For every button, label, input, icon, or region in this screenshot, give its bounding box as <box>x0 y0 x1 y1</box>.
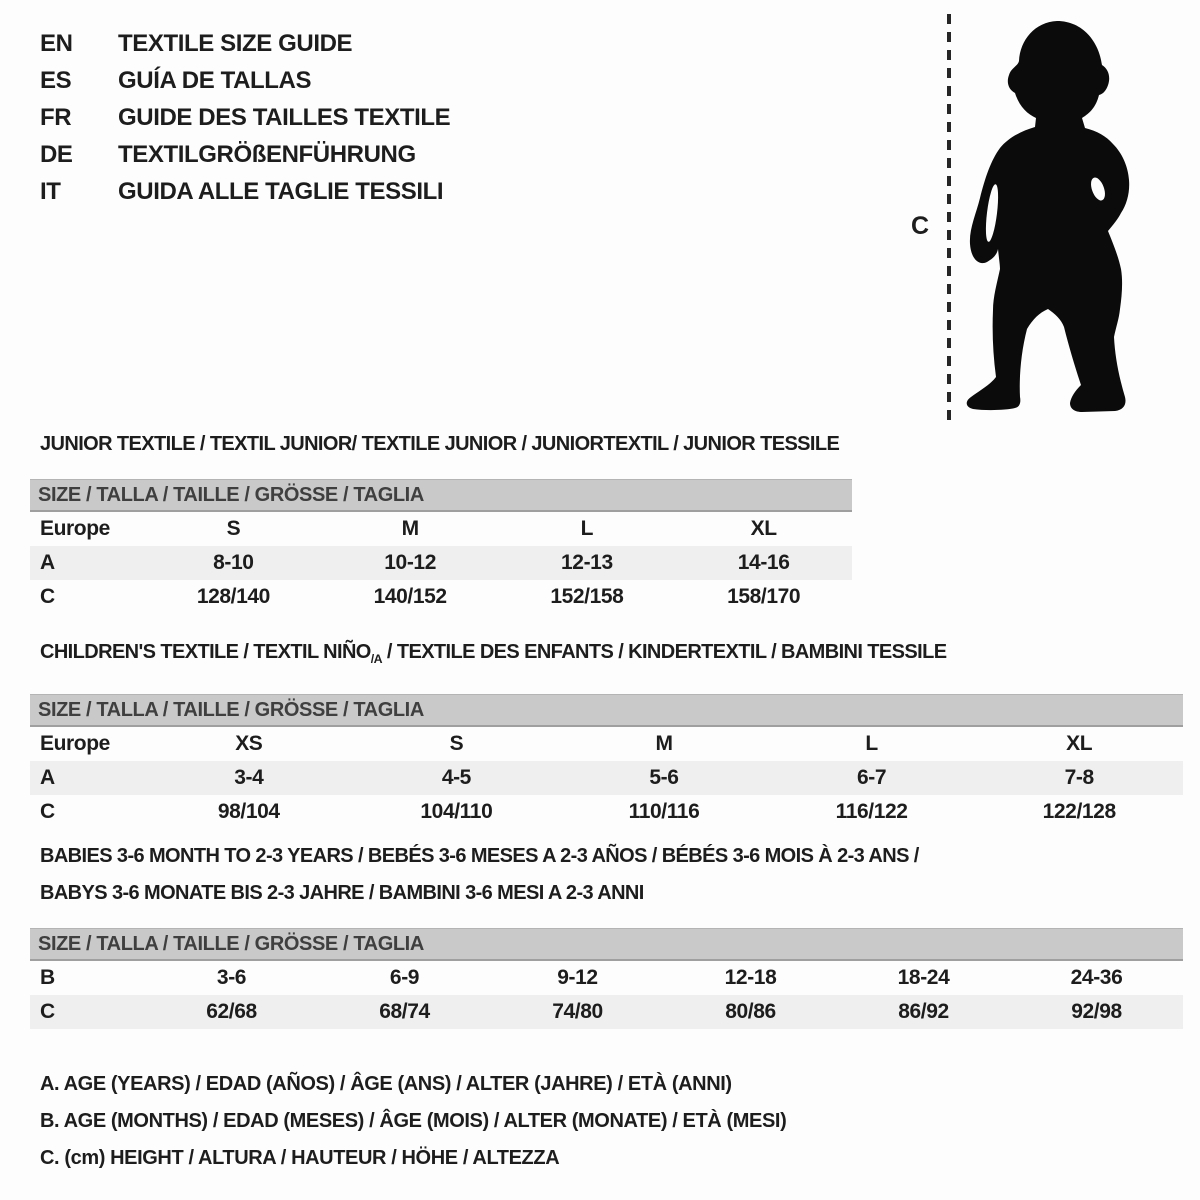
table-cell: 14-16 <box>737 551 790 574</box>
row-label: C <box>40 1000 55 1023</box>
section-heading-line <box>40 641 1183 670</box>
row-label: A <box>40 766 55 789</box>
section-heading <box>40 641 1183 670</box>
language-row <box>40 141 450 178</box>
table-cell: 104/110 <box>420 800 493 823</box>
table-cell: 92/98 <box>1071 1000 1122 1023</box>
table-row <box>30 512 852 546</box>
table-cell: 68/74 <box>379 1000 430 1023</box>
table-row <box>30 795 1183 829</box>
table-cell: 24-36 <box>1070 966 1123 989</box>
table-cell: 12-18 <box>724 966 777 989</box>
size-table <box>30 479 852 614</box>
row-label: Europe <box>40 732 110 755</box>
toddler-silhouette-icon <box>963 17 1139 417</box>
size-header-bar: SIZE / TALLA / TAILLE / GRÖSSE / TAGLIA <box>30 479 852 512</box>
table-row <box>30 546 852 580</box>
size-header-bar: SIZE / TALLA / TAILLE / GRÖSSE / TAGLIA <box>30 694 1183 727</box>
legend-line: A. AGE (YEARS) / EDAD (AÑOS) / ÂGE (ANS) / ALTER (JAHRE) / ETÀ (ANNI) <box>40 1073 732 1095</box>
table-cell: 62/68 <box>206 1000 257 1023</box>
language-title-list <box>40 30 450 215</box>
language-title: GUIDA ALLE TAGLIE TESSILI <box>118 178 444 205</box>
section-heading-line <box>40 845 1183 867</box>
section-heading <box>40 433 852 455</box>
table-row <box>30 961 1183 995</box>
table-cell: 80/86 <box>725 1000 776 1023</box>
table-cell: 3-6 <box>216 966 247 989</box>
table-cell: 128/140 <box>196 585 270 608</box>
language-title: GUIDE DES TAILLES TEXTILE <box>118 104 451 131</box>
table-cell: 158/170 <box>727 585 801 608</box>
table-cell: 86/92 <box>898 1000 949 1023</box>
language-title: TEXTILGRÖßENFÜHRUNG <box>118 141 416 168</box>
language-code: IT <box>40 178 61 205</box>
language-row <box>40 104 450 141</box>
table-cell: 74/80 <box>552 1000 603 1023</box>
legend-line: B. AGE (MONTHS) / EDAD (MESES) / ÂGE (MOIS) / ALTER (MONATE) / ETÀ (MESI) <box>40 1110 787 1132</box>
size-section-junior <box>30 433 852 614</box>
language-row <box>40 178 450 215</box>
table-row <box>30 995 1183 1029</box>
table-cell: 9-12 <box>557 966 598 989</box>
language-title: GUÍA DE TALLAS <box>118 67 312 94</box>
language-row <box>40 67 450 104</box>
language-code: DE <box>40 141 73 168</box>
table-row <box>30 761 1183 795</box>
table-cell: 116/122 <box>835 800 908 823</box>
table-cell: 5-6 <box>649 766 679 789</box>
section-heading-text: BABIES 3-6 MONTH TO 2-3 YEARS / BEBÉS 3-6 MESES A 2-3 AÑOS / BÉBÉS 3-6 MOIS À 2-3 ANS / <box>40 845 919 867</box>
measurement-legend <box>40 1066 786 1177</box>
table-cell: XS <box>235 732 263 755</box>
height-measure-dashed-line <box>947 14 951 420</box>
table-cell: 10-12 <box>384 551 436 574</box>
section-heading-text: JUNIOR TEXTILE / TEXTIL JUNIOR/ TEXTILE JUNIOR / JUNIORTEXTIL / JUNIOR TESSILE <box>40 433 840 455</box>
legend-line: C. (cm) HEIGHT / ALTURA / HAUTEUR / HÖHE / ALTEZZA <box>40 1147 560 1169</box>
table-cell: M <box>655 732 673 755</box>
section-heading-text: /A <box>370 652 382 666</box>
row-label: C <box>40 800 55 823</box>
row-label: A <box>40 551 55 574</box>
table-cell: 98/104 <box>217 800 280 823</box>
size-table <box>30 928 1183 1029</box>
language-row <box>40 30 450 67</box>
table-row <box>30 580 852 614</box>
table-cell: 4-5 <box>441 766 471 789</box>
table-cell: 8-10 <box>213 551 254 574</box>
table-cell: XL <box>750 517 777 540</box>
table-cell: L <box>580 517 594 540</box>
table-cell: 152/158 <box>550 585 624 608</box>
section-heading-line <box>40 433 852 455</box>
table-row <box>30 727 1183 761</box>
language-code: ES <box>40 67 72 94</box>
section-heading-text: CHILDREN'S TEXTILE / TEXTIL NIÑO <box>40 641 371 663</box>
language-code: EN <box>40 30 73 57</box>
table-cell: L <box>865 732 878 755</box>
table-cell: S <box>226 517 241 540</box>
table-cell: 140/152 <box>373 585 447 608</box>
section-heading-text: / TEXTILE DES ENFANTS / KINDERTEXTIL / BAMBINI TESSILE <box>381 641 947 663</box>
row-label: C <box>40 585 55 608</box>
table-cell: 3-4 <box>234 766 264 789</box>
table-cell: XL <box>1066 732 1093 755</box>
size-section-children <box>30 641 1183 829</box>
table-cell: 18-24 <box>897 966 950 989</box>
table-cell: 12-13 <box>561 551 613 574</box>
table-cell: 6-7 <box>857 766 887 789</box>
table-cell: M <box>401 517 419 540</box>
table-cell: S <box>449 732 464 755</box>
row-label: B <box>40 966 55 989</box>
table-cell: 122/128 <box>1042 800 1116 823</box>
section-heading-text: BABYS 3-6 MONATE BIS 2-3 JAHRE / BAMBINI 3-6 MESI A 2-3 ANNI <box>40 882 644 904</box>
section-heading-line <box>40 882 1183 904</box>
section-heading <box>40 845 1183 904</box>
height-measure-label: C <box>911 212 929 240</box>
size-section-babies <box>30 845 1183 1029</box>
language-code: FR <box>40 104 72 131</box>
table-cell: 6-9 <box>389 966 420 989</box>
table-cell: 110/116 <box>628 800 700 823</box>
row-label: Europe <box>40 517 110 540</box>
language-title: TEXTILE SIZE GUIDE <box>118 30 353 57</box>
size-header-bar: SIZE / TALLA / TAILLE / GRÖSSE / TAGLIA <box>30 928 1183 961</box>
size-table <box>30 694 1183 829</box>
table-cell: 7-8 <box>1064 766 1094 789</box>
